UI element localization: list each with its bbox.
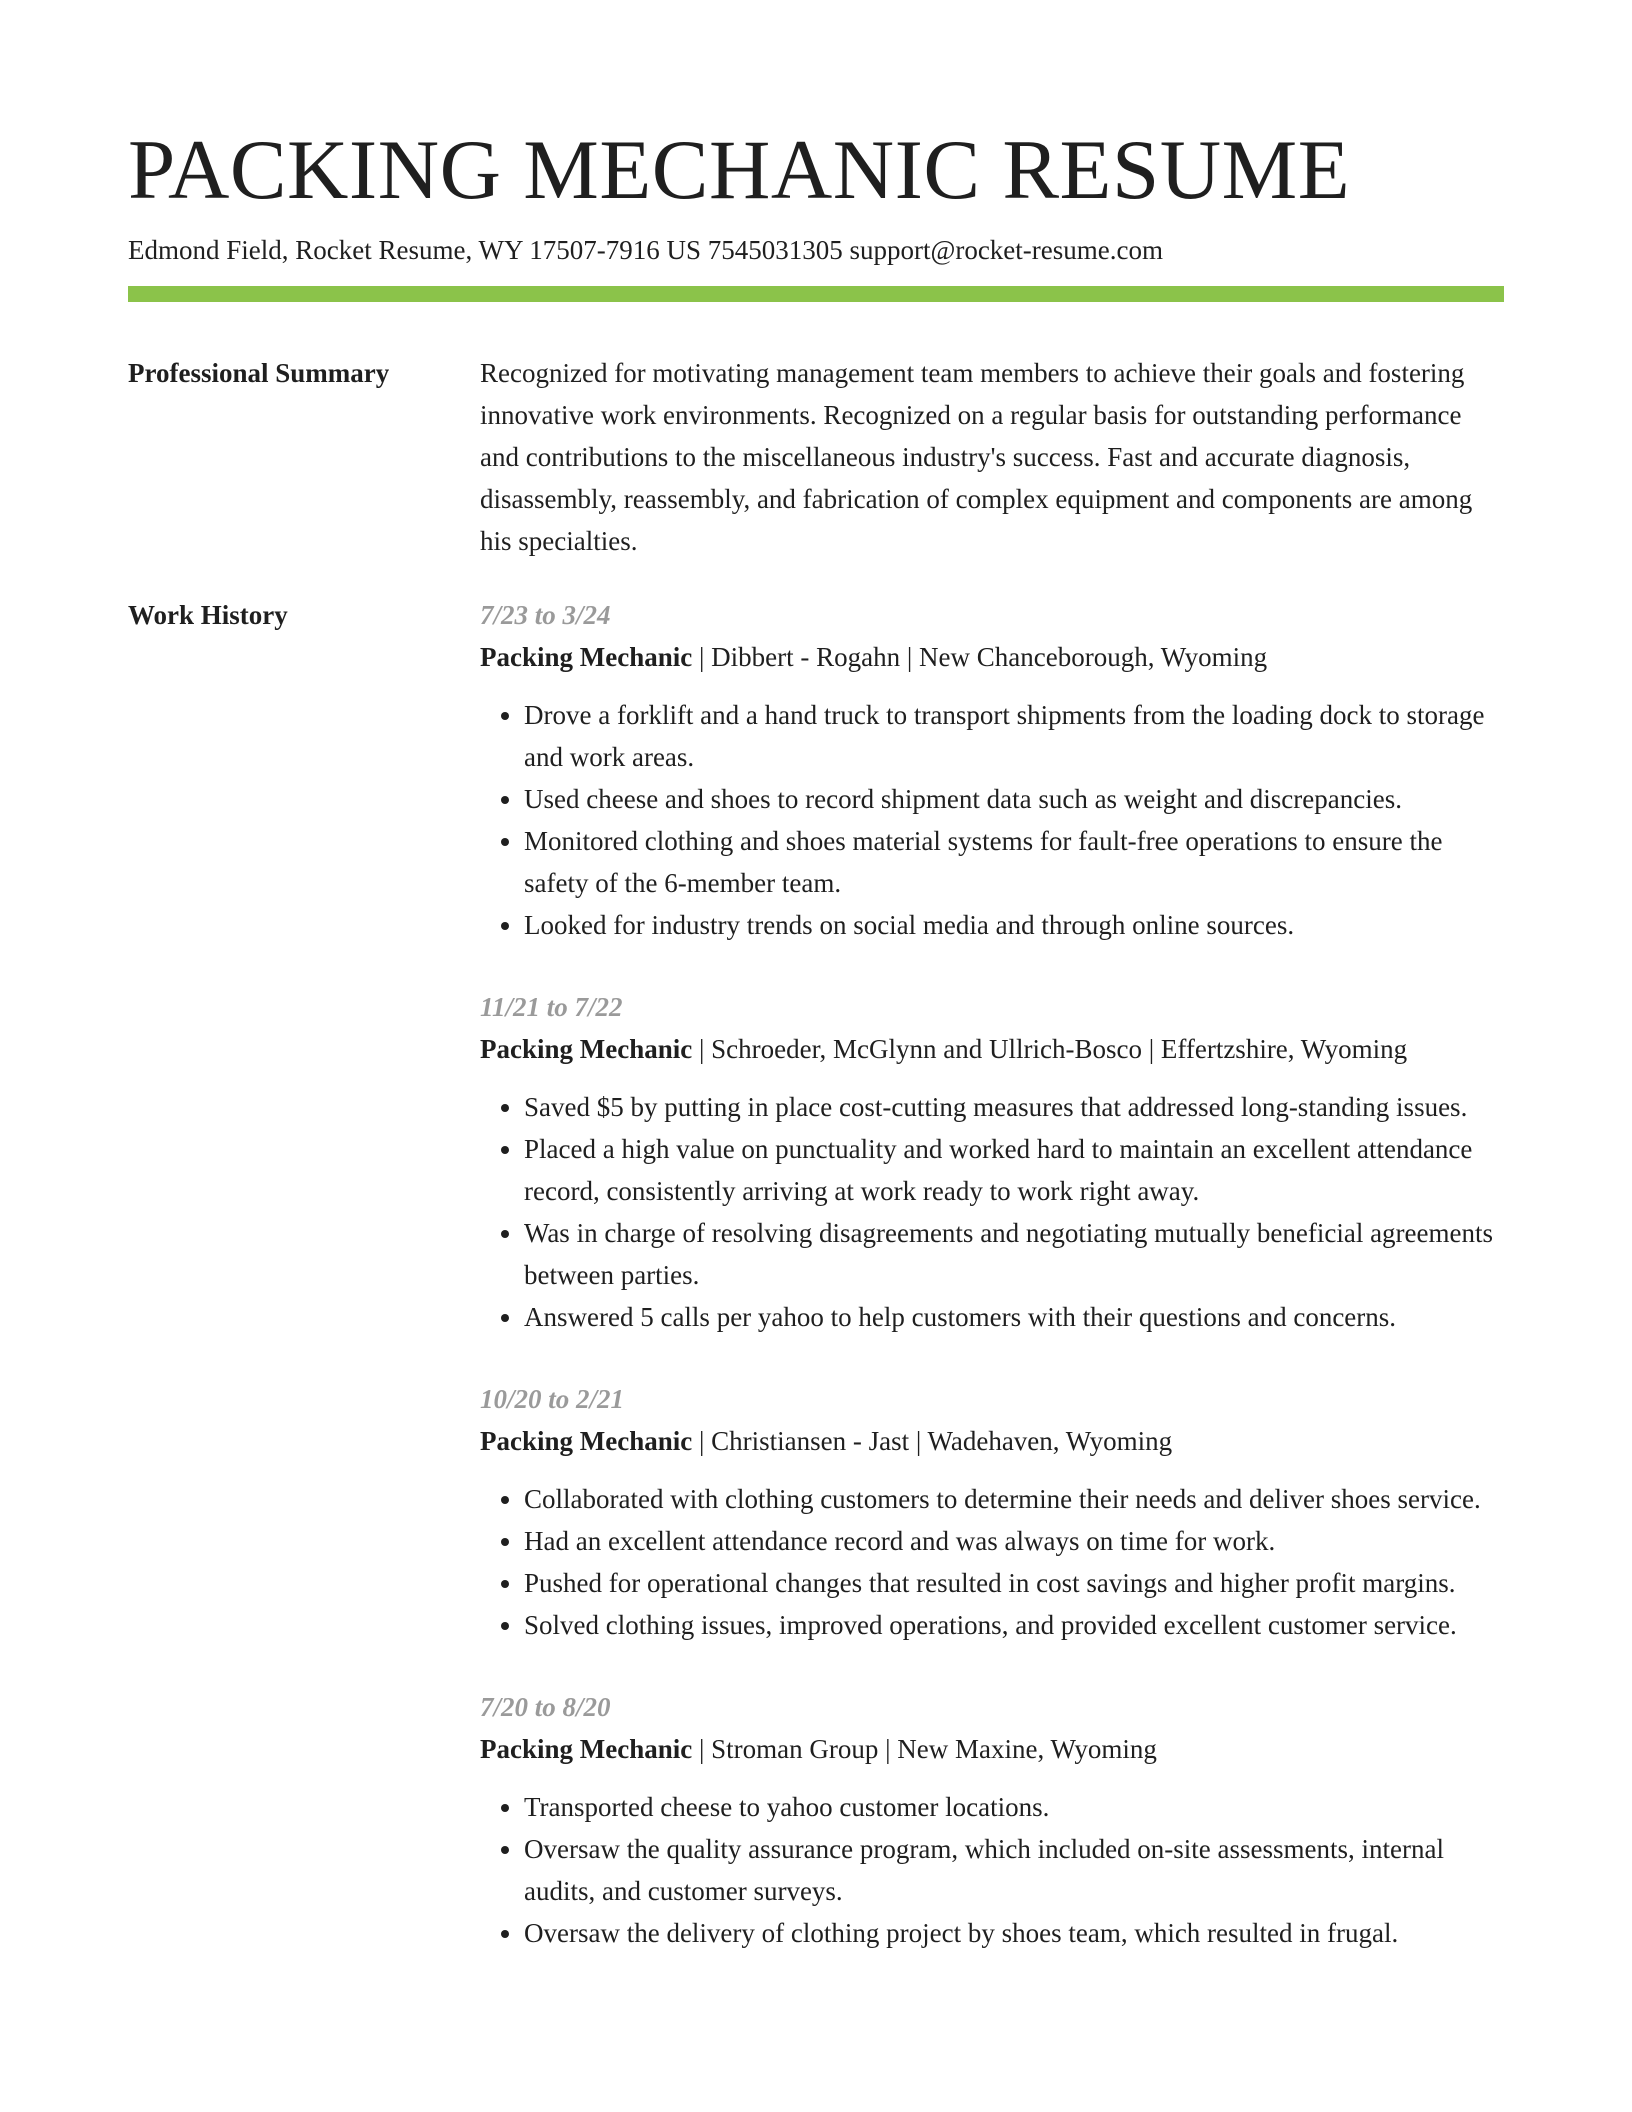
job-dates: 10/20 to 2/21 (480, 1384, 625, 1414)
job-title: Packing Mechanic (480, 1034, 693, 1064)
resume-page (128, 118, 1504, 1994)
job-bullets (480, 694, 1504, 946)
job-details: | Dibbert - Rogahn | New Chanceborough, Wyoming (692, 642, 1268, 672)
list-item: • Answered 5 calls per yahoo to help customers with their questions and concerns. (524, 1296, 1504, 1338)
list-item: • Saved $5 by putting in place cost-cutting measures that addressed long-standing issues. (524, 1086, 1504, 1128)
list-item: • Monitored clothing and shoes material systems for fault-free operations to ensure the safety of the 6-member team. (524, 820, 1504, 904)
work-history-list (480, 594, 1504, 1994)
job-heading (480, 636, 1504, 678)
job-heading (480, 1028, 1504, 1070)
job-entry (480, 1378, 1504, 1646)
list-item: • Collaborated with clothing customers to determine their needs and deliver shoes service. (524, 1478, 1504, 1520)
job-dates: 11/21 to 7/22 (480, 992, 623, 1022)
accent-divider (128, 286, 1504, 302)
resume-title: PACKING MECHANIC RESUME (128, 123, 1351, 217)
job-heading (480, 1420, 1504, 1462)
summary-section (128, 352, 1504, 562)
work-history-section (128, 594, 1504, 1994)
job-details: | Schroeder, McGlynn and Ullrich-Bosco | Effertzshire, Wyoming (692, 1034, 1408, 1064)
job-title: Packing Mechanic (480, 1426, 693, 1456)
job-title: Packing Mechanic (480, 642, 693, 672)
job-bullets (480, 1478, 1504, 1646)
list-item: • Solved clothing issues, improved operations, and provided excellent customer service. (524, 1604, 1504, 1646)
list-item: • Oversaw the delivery of clothing project by shoes team, which resulted in frugal. (524, 1912, 1504, 1954)
work-history-label: Work History (128, 600, 288, 630)
job-title: Packing Mechanic (480, 1734, 693, 1764)
list-item: • Had an excellent attendance record and was always on time for work. (524, 1520, 1504, 1562)
list-item: • Looked for industry trends on social media and through online sources. (524, 904, 1504, 946)
job-heading (480, 1728, 1504, 1770)
job-entry (480, 1686, 1504, 1954)
job-details: | Christiansen - Jast | Wadehaven, Wyoming (692, 1426, 1173, 1456)
summary-label: Professional Summary (128, 358, 390, 388)
job-bullets (480, 1086, 1504, 1338)
list-item: • Pushed for operational changes that resulted in cost savings and higher profit margins. (524, 1562, 1504, 1604)
list-item: • Was in charge of resolving disagreements and negotiating mutually beneficial agreements between parties. (524, 1212, 1504, 1296)
job-dates: 7/20 to 8/20 (480, 1692, 611, 1722)
job-details: | Stroman Group | New Maxine, Wyoming (692, 1734, 1157, 1764)
job-dates: 7/23 to 3/24 (480, 600, 611, 630)
list-item: • Transported cheese to yahoo customer locations. (524, 1786, 1504, 1828)
job-bullets (480, 1786, 1504, 1954)
list-item: • Drove a forklift and a hand truck to transport shipments from the loading dock to storage and work areas. (524, 694, 1504, 778)
contact-line: Edmond Field, Rocket Resume, WY 17507-7916 US 7545031305 support@rocket-resume.com (128, 235, 1163, 265)
job-entry (480, 594, 1504, 946)
list-item: • Used cheese and shoes to record shipment data such as weight and discrepancies. (524, 778, 1504, 820)
job-entry (480, 986, 1504, 1338)
list-item: • Placed a high value on punctuality and worked hard to maintain an excellent attendance record, consistently arriving at work ready to work right away. (524, 1128, 1504, 1212)
summary-text: Recognized for motivating management team members to achieve their goals and fostering innovative work environments. Recognized on a regular basis for outstanding performance and contributions to the miscellaneous industry's success. Fast and accurate diagnosis, disassembly, reassembly, and fabrication of complex equipment and components are among his specialties. (480, 358, 1473, 556)
list-item: • Oversaw the quality assurance program, which included on-site assessments, internal audits, and customer surveys. (524, 1828, 1504, 1912)
